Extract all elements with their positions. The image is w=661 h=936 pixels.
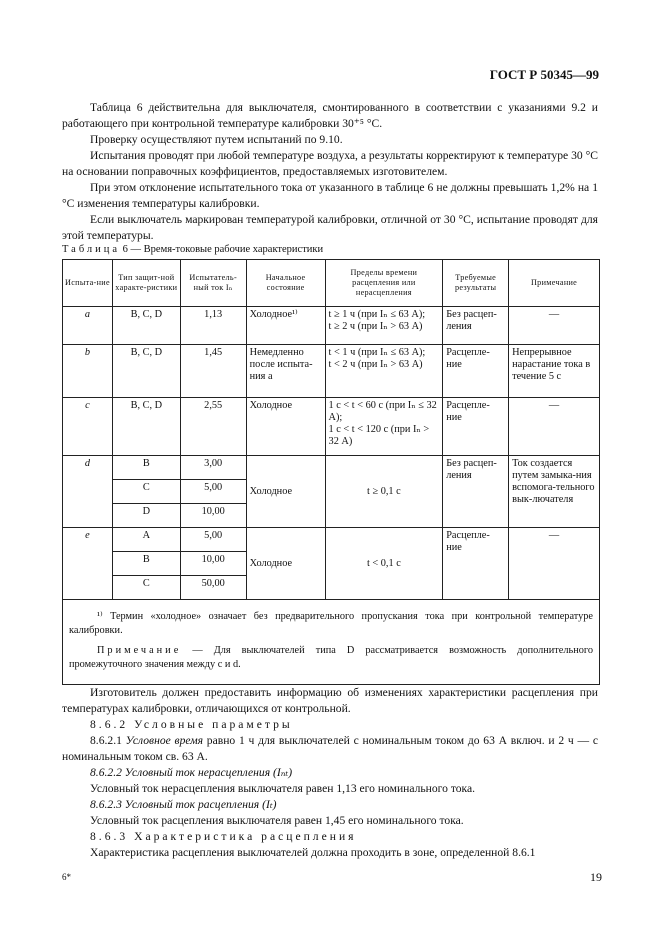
table-footnote: ¹⁾ Термин «холодное» означает без предварительного пропускания тока при контрольной температуре калибровки. [69,611,593,636]
intro-paragraph-1: Таблица 6 действительна для выключателя, смонтированного в соответствии с указаниями 9.2 и работающего при контрольной температуре калибровки 30⁺⁵ °С. [62,101,598,130]
col-limits: Пределы времени расцепления или нерасцепления [325,260,443,307]
section-8-6-2-3: 8.6.2.3 Условный ток расцепления (Iₜ) [90,798,277,811]
col-current: Испытатель-ный ток Iₙ [180,260,246,307]
section-8-6-2-1: 8.6.2.1 Условное время равно 1 ч для выключателей с номинальным током до 63 А включ. и 2 ч — с номинальным током св. 63 А. [62,734,598,763]
table-row: C 5,00 [63,480,600,504]
table-row: a B, C, D 1,13 Холодное¹⁾ t ≥ 1 ч (при Iₙ ≤ 63 А); t ≥ 2 ч (при Iₙ > 63 А) Без расцеп-ления — [63,307,600,345]
table-row: e A 5,00 Холодное t < 0,1 с Расцепле-ние — [63,528,600,552]
table-row: C 50,00 [63,576,600,600]
table-note: Примечание — Для выключателей типа D рассматривается возможность дополнительного промежуточного значения между c и d. [69,645,593,670]
table-caption: Таблица 6 — Время-токовые рабочие характеристики [62,244,324,255]
col-test: Испыта-ние [63,260,113,307]
table-row: d B 3,00 Холодное t ≥ 0,1 с Без расцеп-ления Ток создается путем замыка-ния вспомога-тельного вык-лючателя [63,456,600,480]
col-state: Начальное состояние [246,260,325,307]
section-8-6-3-text: Характеристика расцепления выключателей должна проходить в зоне, определенной 8.6.1 [90,846,536,859]
section-8-6-2-2-text: Условный ток нерасцепления выключателя равен 1,13 его номинального тока. [90,782,476,795]
section-8-6-2-2: 8.6.2.2 Условный ток нерасцепления (Iₙₜ) [90,766,293,779]
table-footnote-row [63,600,600,685]
table-row: B 10,00 [63,552,600,576]
page-number: 19 [590,870,602,884]
section-8-6-2: 8.6.2 Условные параметры [90,718,293,731]
intro-paragraph-2: Проверку осуществляют путем испытаний по 9.10. [90,133,343,146]
time-current-table [62,259,600,685]
col-type: Тип защит-ной характе-ристики [112,260,180,307]
col-note: Примечание [509,260,600,307]
table-row: D 10,00 [63,504,600,528]
section-8-6-3: 8.6.3 Характеристика расцепления [90,830,357,843]
col-result: Требуемые результаты [443,260,509,307]
after-paragraph-1: Изготовитель должен предоставить информацию об изменениях характеристики расцепления при температурах калибровки, отличающихся от контрольной. [62,686,598,715]
print-mark: 6* [62,872,71,882]
document-code: ГОСТ Р 50345—99 [489,67,599,82]
section-8-6-2-3-text: Условный ток расцепления выключателя равен 1,45 его номинального тока. [90,814,464,827]
table-header-row [63,260,600,307]
intro-paragraph-5: Если выключатель маркирован температурой калибровки, отличной от 30 °С, испытание проводят для этой температуры. [62,213,598,242]
intro-paragraph-4: При этом отклонение испытательного тока от указанного в таблице 6 не должны превышать 1,2% на 1 °С изменения температуры калибровки. [62,181,598,210]
table-row: c B, C, D 2,55 Холодное 1 с < t < 60 с (при Iₙ ≤ 32 А); 1 с < t < 120 с (при Iₙ > 32 А) Расцепле-ние — [63,398,600,456]
intro-paragraph-3: Испытания проводят при любой температуре воздуха, а результаты корректируют к температуре 30 °С на основании поправочных коэффициентов, предоставляемых изготовителем. [62,149,598,178]
table-row: b B, C, D 1,45 Немедленно после испыта-ния a t < 1 ч (при Iₙ ≤ 63 А); t < 2 ч (при Iₙ > 63 А) Расцепле-ние Непрерывное нарастание тока в течение 5 с [63,345,600,398]
